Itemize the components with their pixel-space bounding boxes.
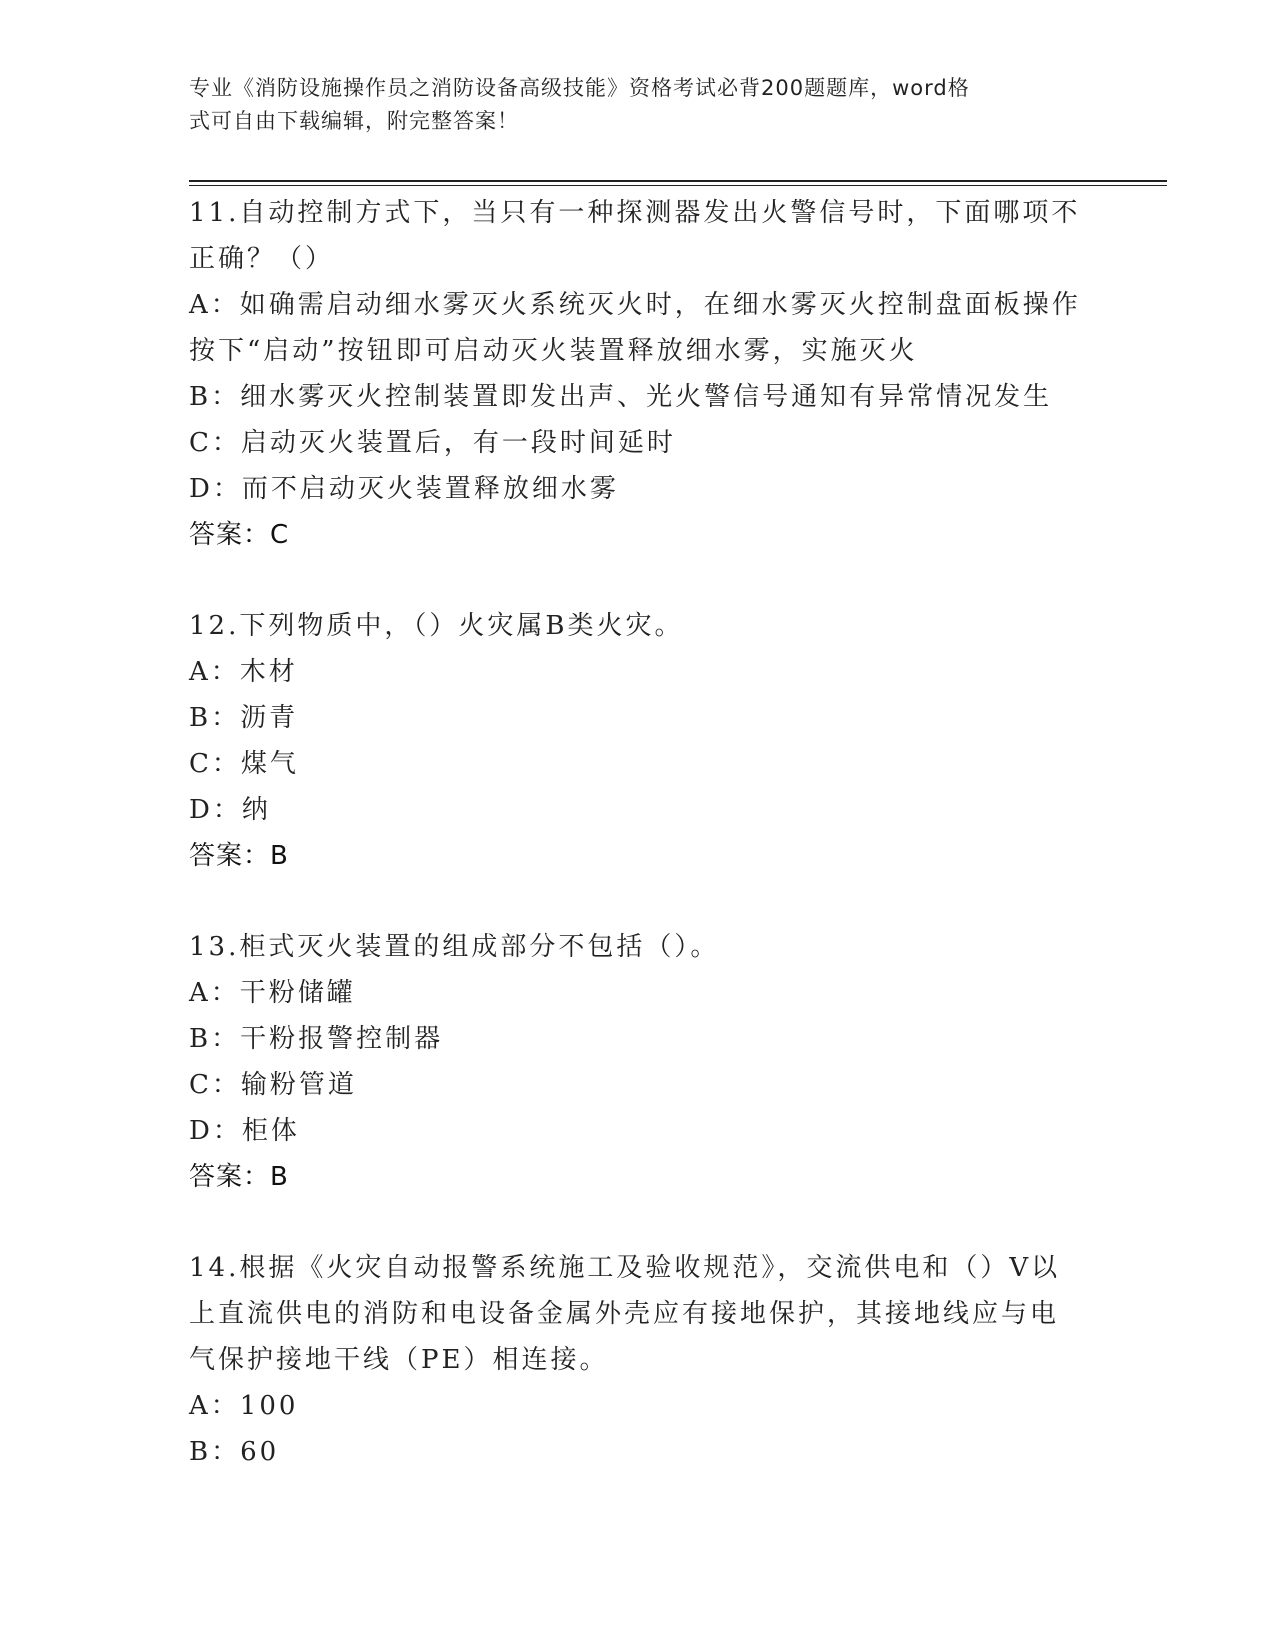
question-stem: 11.自动控制方式下，当只有一种探测器发出火警信号时，下面哪项不 bbox=[189, 198, 1081, 228]
option-c: C：煤气 bbox=[189, 749, 299, 779]
answer-label: 答案：B bbox=[189, 841, 289, 871]
question-list bbox=[189, 190, 1089, 1520]
document-header bbox=[189, 72, 1069, 138]
option-d: D：纳 bbox=[189, 795, 271, 825]
option-d: D：而不启动灭火装置释放细水雾 bbox=[189, 474, 619, 504]
answer-label: 答案：B bbox=[189, 1162, 289, 1192]
option-a-cont: 按下“启动”按钮即可启动灭火装置释放细水雾，实施灭火 bbox=[189, 336, 918, 366]
option-d: D：柜体 bbox=[189, 1116, 300, 1146]
option-b: B：沥青 bbox=[189, 703, 299, 733]
option-a: A：100 bbox=[189, 1391, 299, 1421]
header-divider-thick bbox=[189, 180, 1167, 182]
question-stem: 上直流供电的消防和电设备金属外壳应有接地保护，其接地线应与电 bbox=[189, 1299, 1060, 1329]
question-14 bbox=[189, 1245, 1089, 1475]
option-a: A：如确需启动细水雾灭火系统灭火时，在细水雾灭火控制盘面板操作 bbox=[189, 290, 1081, 320]
option-b: B：干粉报警控制器 bbox=[189, 1024, 444, 1054]
option-b: B：细水雾灭火控制装置即发出声、光火警信号通知有异常情况发生 bbox=[189, 382, 1053, 412]
question-11 bbox=[189, 190, 1089, 558]
question-12 bbox=[189, 603, 1089, 879]
question-stem: 气保护接地干线（PE）相连接。 bbox=[189, 1345, 609, 1375]
question-stem: 12.下列物质中，（）火灾属B类火灾。 bbox=[189, 611, 684, 641]
question-13 bbox=[189, 924, 1089, 1200]
option-a: A：木材 bbox=[189, 657, 298, 687]
option-a: A：干粉储罐 bbox=[189, 978, 356, 1008]
question-stem: 14.根据《火灾自动报警系统施工及验收规范》，交流供电和（）V以 bbox=[189, 1253, 1061, 1283]
header-line-1: 专业《消防设施操作员之消防设备高级技能》资格考试必背200题题库，word格 bbox=[189, 76, 970, 100]
option-b: B：60 bbox=[189, 1437, 280, 1467]
header-line-2: 式可自由下载编辑，附完整答案！ bbox=[189, 109, 519, 133]
answer-label: 答案：C bbox=[189, 520, 290, 550]
option-c: C：输粉管道 bbox=[189, 1070, 357, 1100]
question-stem: 13.柜式灭火装置的组成部分不包括（）。 bbox=[189, 932, 720, 962]
option-c: C：启动灭火装置后，有一段时间延时 bbox=[189, 428, 676, 458]
header-divider-thin bbox=[189, 185, 1167, 186]
question-stem: 正确？（） bbox=[189, 244, 335, 274]
